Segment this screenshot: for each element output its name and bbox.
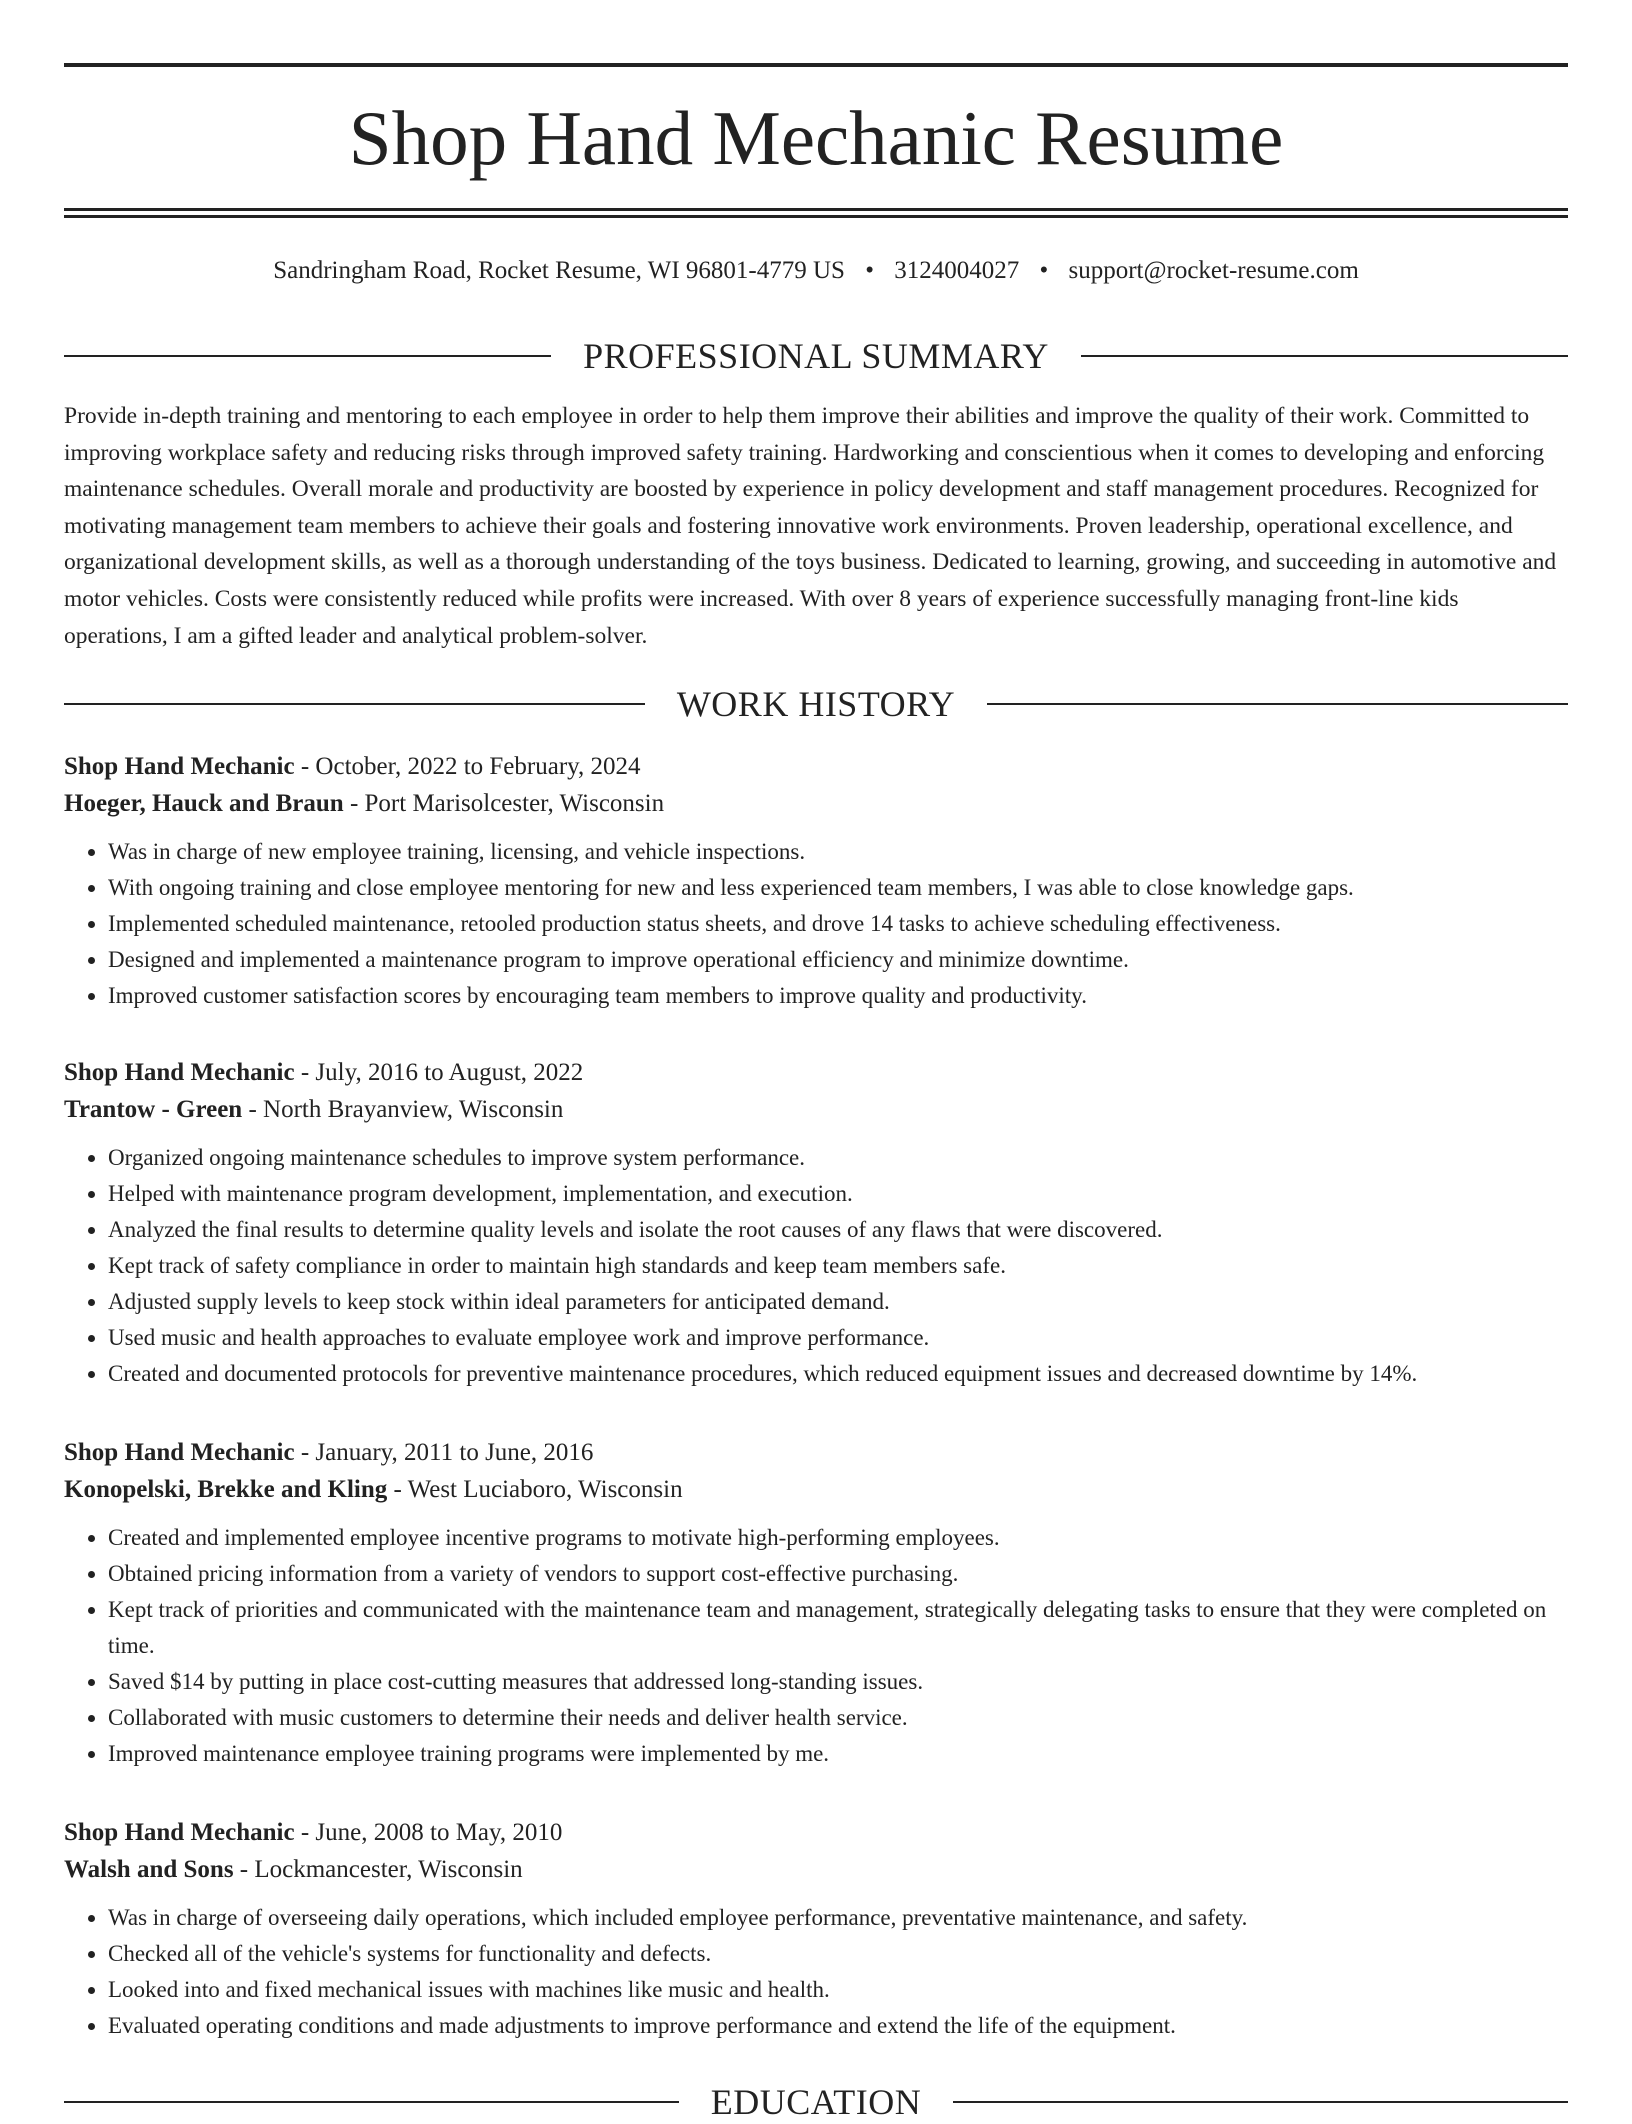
- job-title-line: [64, 1436, 1568, 1470]
- list-item: • Evaluated operating conditions and made adjustments to improve performance and extend the life of the equipment.: [108, 2008, 1568, 2044]
- list-item: • Created and documented protocols for preventive maintenance procedures, which reduced equipment issues and decreased downtime by 14%.: [108, 1356, 1568, 1392]
- job-location: - West Luciaboro, Wisconsin: [387, 1476, 683, 1503]
- contact-email: support@rocket-resume.com: [1068, 257, 1359, 284]
- list-item: • Was in charge of overseeing daily operations, which included employee performance, preventative maintenance, and safety.: [108, 1900, 1568, 1936]
- job-title: Shop Hand Mechanic: [64, 1439, 295, 1466]
- job-company: Walsh and Sons: [64, 1856, 234, 1883]
- job-company: Trantow - Green: [64, 1096, 243, 1123]
- list-item: • Kept track of priorities and communicated with the maintenance team and management, strategically delegating tasks to ensure that they were completed on time.: [108, 1592, 1568, 1664]
- job-dates: - January, 2011 to June, 2016: [294, 1439, 594, 1466]
- job-entry: [64, 750, 1568, 1014]
- job-entry: [64, 1816, 1568, 2044]
- list-item: • With ongoing training and close employee mentoring for new and less experienced team members, I was able to close knowledge gaps.: [108, 870, 1568, 906]
- heading-rule: [64, 355, 551, 357]
- job-company: Hoeger, Hauck and Braun: [64, 790, 344, 817]
- summary-section-heading: [64, 334, 1568, 378]
- professional-summary: Provide in-depth training and mentoring to each employee in order to help them improve their abilities and improve the quality of their work. Committed to improving workplace safety and reducing risks through improved safety training. Hardworking and conscientious when it comes to developing and enforcing maintenance schedules. Overall morale and productivity are boosted by experience in policy development and staff management procedures. Recognized for motivating management team members to achieve their goals and fostering innovative work environments. Proven leadership, operational excellence, and organizational development skills, as well as a thorough understanding of the toys business. Dedicated to learning, growing, and succeeding in automotive and motor vehicles. Costs were consistently reduced while profits were increased. With over 8 years of experience successfully managing front-line kids operations, I am a gifted leader and analytical problem-solver.: [64, 403, 1557, 649]
- list-item: • Analyzed the final results to determine quality levels and isolate the root causes of any flaws that were discovered.: [108, 1212, 1568, 1248]
- page-title: Shop Hand Mechanic Resume: [348, 95, 1284, 181]
- heading-rule: [1081, 355, 1568, 357]
- list-item: • Obtained pricing information from a variety of vendors to support cost-effective purchasing.: [108, 1556, 1568, 1592]
- list-item: • Designed and implemented a maintenance program to improve operational efficiency and minimize downtime.: [108, 942, 1568, 978]
- job-entry: [64, 1436, 1568, 1772]
- list-item: • Helped with maintenance program development, implementation, and execution.: [108, 1176, 1568, 1212]
- job-bullets: [64, 1140, 1568, 1392]
- job-company-line: [64, 784, 1568, 824]
- job-bullets: [64, 834, 1568, 1014]
- job-company-line: [64, 1090, 1568, 1130]
- list-item: • Looked into and fixed mechanical issues with machines like music and health.: [108, 1972, 1568, 2008]
- top-rule: [64, 63, 1568, 67]
- heading-rule: [64, 2101, 679, 2103]
- job-entry: [64, 1056, 1568, 1392]
- list-item: • Created and implemented employee incentive programs to motivate high-performing employees.: [108, 1520, 1568, 1556]
- contact-line: [64, 254, 1568, 288]
- education-section-heading: [64, 2080, 1568, 2124]
- work-section-heading: [64, 682, 1568, 726]
- list-item: • Improved customer satisfaction scores by encouraging team members to improve quality and productivity.: [108, 978, 1568, 1014]
- job-location: - Lockmancester, Wisconsin: [233, 1856, 523, 1883]
- heading-rule: [64, 703, 645, 705]
- list-item: • Improved maintenance employee training programs were implemented by me.: [108, 1736, 1568, 1772]
- list-item: • Implemented scheduled maintenance, retooled production status sheets, and drove 14 tasks to achieve scheduling effectiveness.: [108, 906, 1568, 942]
- list-item: • Was in charge of new employee training, licensing, and vehicle inspections.: [108, 834, 1568, 870]
- job-location: - Port Marisolcester, Wisconsin: [343, 790, 665, 817]
- list-item: • Collaborated with music customers to determine their needs and deliver health service.: [108, 1700, 1568, 1736]
- contact-separator: •: [865, 257, 874, 284]
- job-bullets: [64, 1520, 1568, 1772]
- job-title: Shop Hand Mechanic: [64, 1059, 295, 1086]
- heading-rule: [987, 703, 1568, 705]
- job-title: Shop Hand Mechanic: [64, 753, 295, 780]
- list-item: • Checked all of the vehicle's systems for functionality and defects.: [108, 1936, 1568, 1972]
- education-heading-label: EDUCATION: [710, 2082, 922, 2122]
- heading-rule: [953, 2101, 1568, 2103]
- job-title-line: [64, 1056, 1568, 1090]
- job-company-line: [64, 1470, 1568, 1510]
- contact-address: Sandringham Road, Rocket Resume, WI 96801-4779 US: [273, 257, 845, 284]
- job-location: - North Brayanview, Wisconsin: [242, 1096, 564, 1123]
- list-item: • Organized ongoing maintenance schedules to improve system performance.: [108, 1140, 1568, 1176]
- job-bullets: [64, 1900, 1568, 2044]
- summary-heading-label: PROFESSIONAL SUMMARY: [583, 336, 1049, 376]
- contact-separator: •: [1039, 257, 1049, 284]
- job-title: Shop Hand Mechanic: [64, 1819, 295, 1846]
- list-item: • Saved $14 by putting in place cost-cutting measures that addressed long-standing issues.: [108, 1664, 1568, 1700]
- contact-phone: 3124004027: [894, 257, 1020, 284]
- job-dates: - October, 2022 to February, 2024: [294, 753, 641, 780]
- list-item: • Used music and health approaches to evaluate employee work and improve performance.: [108, 1320, 1568, 1356]
- job-title-line: [64, 1816, 1568, 1850]
- title-double-rule: [64, 208, 1568, 218]
- job-dates: - June, 2008 to May, 2010: [294, 1819, 563, 1846]
- work-heading-label: WORK HISTORY: [676, 684, 956, 724]
- list-item: • Adjusted supply levels to keep stock within ideal parameters for anticipated demand.: [108, 1284, 1568, 1320]
- job-dates: - July, 2016 to August, 2022: [294, 1059, 584, 1086]
- job-company-line: [64, 1850, 1568, 1890]
- list-item: • Kept track of safety compliance in order to maintain high standards and keep team members safe.: [108, 1248, 1568, 1284]
- job-company: Konopelski, Brekke and Kling: [64, 1476, 388, 1503]
- job-title-line: [64, 750, 1568, 784]
